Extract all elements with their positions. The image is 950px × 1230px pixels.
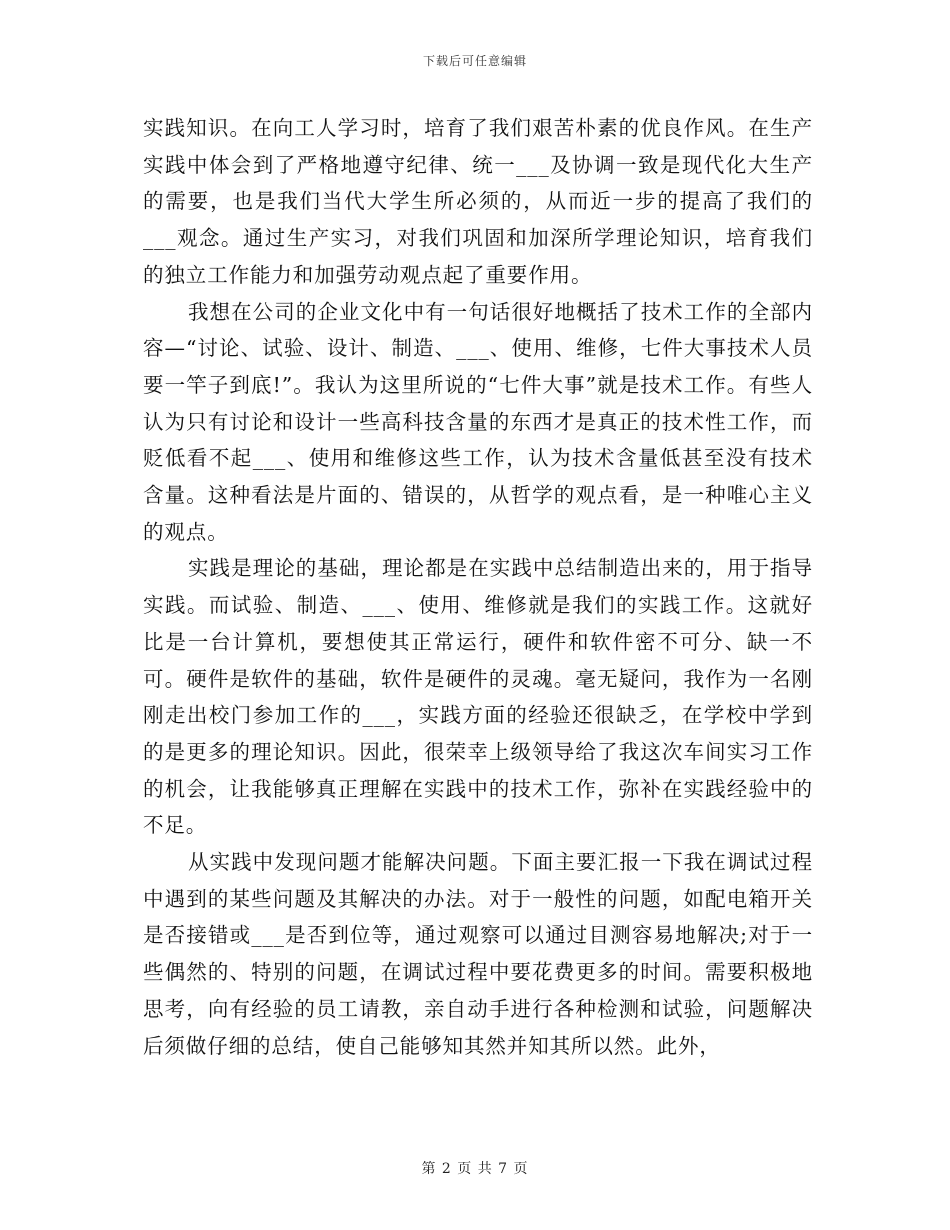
- paragraph-2: 我想在公司的企业文化中有一句话很好地概括了技术工作的全部内容—“讨论、试验、设计、制造、___、使用、维修，七件大事技术人员要一竿子到底!”。我认为这里所说的“七件大事”就是技术工作。有些人认为只有讨论和设计一些高科技含量的东西才是真正的技术性工作，而贬低看不起___、使用和维修这些工作，认为技术含量低甚至没有技术含量。这种看法是片面的、错误的，从哲学的观点看，是一种唯心主义的观点。: [143, 299, 813, 544]
- paragraph-3: 实践是理论的基础，理论都是在实践中总结制造出来的，用于指导实践。而试验、制造、___、使用、维修就是我们的实践工作。这就好比是一台计算机，要想使其正常运行，硬件和软件密不可分、缺一不可。硬件是软件的基础，软件是硬件的灵魂。毫无疑问，我作为一名刚刚走出校门参加工作的___，实践方面的经验还很缺乏，在学校中学到的是更多的理论知识。因此，很荣幸上级领导给了我这次车间实习工作的机会，让我能够真正理解在实践中的技术工作，弥补在实践经验中的不足。: [143, 556, 813, 838]
- page-header: 下载后可任意编辑: [422, 54, 527, 68]
- page-number-footer: 第 2 页 共 7 页: [421, 1161, 529, 1177]
- paragraph-1: 实践知识。在向工人学习时，培育了我们艰苦朴素的优良作风。在生产实践中体会到了严格地遵守纪律、统一___及协调一致是现代化大生产的需要，也是我们当代大学生所必须的，从而近一步的提高了我们的___观念。通过生产实习，对我们巩固和加深所学理论知识，培育我们的独立工作能力和加强劳动观点起了重要作用。: [143, 116, 813, 287]
- paragraph-4: 从实践中发现问题才能解决问题。下面主要汇报一下我在调试过程中遇到的某些问题及其解决的办法。对于一般性的问题，如配电箱开关是否接错或___是否到位等，通过观察可以通过目测容易地解决;对于一些偶然的、特别的问题，在调试过程中要花费更多的时间。需要积极地思考，向有经验的员工请教，亲自动手进行各种检测和试验，问题解决后须做仔细的总结，使自己能够知其然并知其所以然。此外，: [143, 850, 813, 1058]
- document-body: [143, 110, 813, 1064]
